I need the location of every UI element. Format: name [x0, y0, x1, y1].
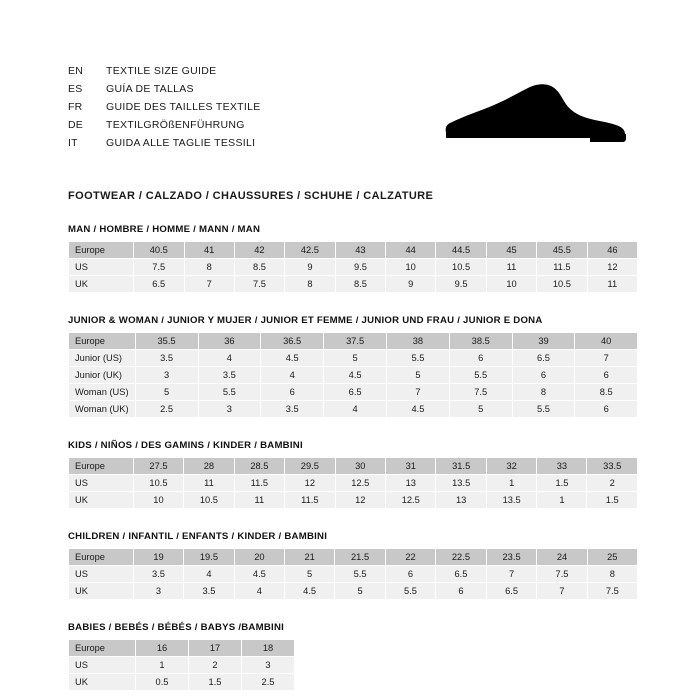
size-table-children — [68, 548, 638, 600]
cell: 5.5 — [387, 350, 450, 367]
cell: 11.5 — [537, 259, 588, 276]
cell: 6.5 — [133, 276, 184, 293]
cell: 4 — [184, 566, 235, 583]
cell: 7.5 — [537, 566, 587, 583]
language-code: ES — [68, 83, 83, 95]
cell: 40.5 — [133, 242, 184, 259]
cell: 5 — [135, 384, 198, 401]
cell: 4 — [261, 367, 324, 384]
cell: 2 — [189, 657, 242, 674]
cell: 19 — [133, 549, 183, 566]
cell: 12 — [335, 492, 385, 509]
cell: 38.5 — [449, 333, 512, 350]
row-label: Junior (UK) — [69, 367, 136, 384]
cell: 1 — [486, 475, 536, 492]
row-label: US — [69, 259, 134, 276]
cell: 10 — [386, 259, 436, 276]
cell: 7.5 — [587, 583, 637, 600]
cell: 11 — [486, 259, 536, 276]
row-label: UK — [69, 276, 134, 293]
cell: 35.5 — [135, 333, 198, 350]
cell: 10.5 — [436, 259, 487, 276]
cell: 5.5 — [198, 384, 261, 401]
cell: 36 — [198, 333, 261, 350]
cell: 42.5 — [285, 242, 336, 259]
cell: 12.5 — [386, 492, 436, 509]
cell: 4 — [324, 401, 387, 418]
language-title: GUIDA ALLE TAGLIE TESSILI — [106, 137, 256, 149]
language-title: GUIDE DES TAILLES TEXTILE — [106, 101, 261, 113]
table-row — [69, 475, 638, 492]
cell: 13.5 — [436, 475, 486, 492]
cell: 10.5 — [537, 276, 588, 293]
cell: 27.5 — [133, 458, 183, 475]
row-label: Europe — [69, 549, 134, 566]
size-table-babies — [68, 639, 295, 691]
cell: 8 — [587, 566, 637, 583]
cell: 3 — [242, 657, 295, 674]
table-row — [69, 367, 638, 384]
language-row — [68, 62, 638, 80]
cell: 33 — [537, 458, 587, 475]
cell: 4.5 — [261, 350, 324, 367]
cell: 19.5 — [184, 549, 235, 566]
cell: 38 — [387, 333, 450, 350]
cell: 8.5 — [335, 276, 385, 293]
table-row — [69, 583, 638, 600]
cell: 12.5 — [335, 475, 385, 492]
row-label: Europe — [69, 333, 136, 350]
cell: 6 — [449, 350, 512, 367]
cell: 3 — [198, 401, 261, 418]
cell: 5 — [387, 367, 450, 384]
cell: 11.5 — [234, 475, 284, 492]
cell: 9 — [285, 259, 336, 276]
language-title: TEXTILGRÖßENFÜHRUNG — [106, 119, 245, 131]
cell: 3.5 — [198, 367, 261, 384]
cell: 21 — [285, 549, 335, 566]
cell: 25 — [587, 549, 637, 566]
cell: 1.5 — [189, 674, 242, 691]
cell: 23.5 — [486, 549, 537, 566]
table-row — [69, 492, 638, 509]
cell: 2 — [587, 475, 638, 492]
cell: 3 — [133, 583, 183, 600]
cell: 1 — [537, 492, 587, 509]
cell: 3.5 — [135, 350, 198, 367]
cell: 21.5 — [335, 549, 386, 566]
cell: 6.5 — [436, 566, 487, 583]
cell: 13 — [436, 492, 486, 509]
cell: 9.5 — [335, 259, 385, 276]
cell: 1.5 — [537, 475, 587, 492]
cell: 18 — [242, 640, 295, 657]
row-label: US — [69, 566, 134, 583]
cell: 4 — [198, 350, 261, 367]
row-label: US — [69, 657, 136, 674]
row-label: Europe — [69, 640, 136, 657]
cell: 17 — [189, 640, 242, 657]
cell: 42 — [234, 242, 284, 259]
cell: 20 — [234, 549, 284, 566]
cell: 22 — [385, 549, 435, 566]
cell: 4.5 — [387, 401, 450, 418]
group-title: MAN / HOMBRE / HOMME / MANN / MAN — [68, 224, 261, 235]
cell: 7 — [575, 350, 638, 367]
document-header — [68, 62, 638, 174]
cell: 24 — [537, 549, 587, 566]
cell: 39 — [512, 333, 575, 350]
cell: 7 — [537, 583, 587, 600]
table-row — [69, 259, 638, 276]
row-label: US — [69, 475, 134, 492]
cell: 11 — [587, 276, 637, 293]
cell: 1.5 — [587, 492, 638, 509]
group-man — [68, 224, 638, 293]
row-label: UK — [69, 674, 136, 691]
cell: 5 — [449, 401, 512, 418]
cell: 5.5 — [385, 583, 435, 600]
table-row — [69, 333, 638, 350]
size-table-man — [68, 241, 638, 293]
row-label: Europe — [69, 242, 134, 259]
cell: 4.5 — [285, 583, 335, 600]
cell: 16 — [136, 640, 189, 657]
row-label: Europe — [69, 458, 134, 475]
cell: 7 — [486, 566, 537, 583]
language-title: TEXTILE SIZE GUIDE — [106, 65, 217, 77]
cell: 5 — [335, 583, 386, 600]
cell: 45.5 — [537, 242, 588, 259]
cell: 13.5 — [486, 492, 536, 509]
group-junior-woman — [68, 315, 638, 418]
language-code: DE — [68, 119, 83, 131]
cell: 30 — [335, 458, 385, 475]
cell: 11 — [184, 475, 234, 492]
cell: 9.5 — [436, 276, 487, 293]
cell: 7.5 — [234, 276, 284, 293]
cell: 3.5 — [184, 583, 235, 600]
dress-shoe-icon — [440, 82, 630, 146]
cell: 29.5 — [285, 458, 335, 475]
cell: 2.5 — [242, 674, 295, 691]
cell: 7 — [184, 276, 234, 293]
group-title: JUNIOR & WOMAN / JUNIOR Y MUJER / JUNIOR ET FEMME / JUNIOR UND FRAU / JUNIOR E DONA — [68, 315, 543, 326]
cell: 1 — [136, 657, 189, 674]
cell: 40 — [575, 333, 638, 350]
cell: 11.5 — [285, 492, 335, 509]
cell: 45 — [486, 242, 536, 259]
group-children — [68, 531, 638, 600]
cell: 10 — [486, 276, 536, 293]
table-row — [69, 242, 638, 259]
cell: 3.5 — [133, 566, 183, 583]
row-label: UK — [69, 583, 134, 600]
cell: 3 — [135, 367, 198, 384]
language-title: GUÍA DE TALLAS — [106, 83, 194, 95]
row-label: Junior (US) — [69, 350, 136, 367]
cell: 3.5 — [261, 401, 324, 418]
cell: 6 — [436, 583, 487, 600]
cell: 5.5 — [449, 367, 512, 384]
table-row — [69, 566, 638, 583]
table-row — [69, 384, 638, 401]
row-label: Woman (UK) — [69, 401, 136, 418]
table-row — [69, 640, 295, 657]
cell: 44.5 — [436, 242, 487, 259]
cell: 4 — [234, 583, 284, 600]
size-table-junior-woman — [68, 332, 638, 418]
cell: 5.5 — [335, 566, 386, 583]
group-babies — [68, 622, 638, 691]
cell: 36.5 — [261, 333, 324, 350]
cell: 6 — [575, 401, 638, 418]
table-row — [69, 549, 638, 566]
cell: 28 — [184, 458, 234, 475]
cell: 7.5 — [449, 384, 512, 401]
cell: 5.5 — [512, 401, 575, 418]
cell: 8 — [512, 384, 575, 401]
cell: 10.5 — [184, 492, 234, 509]
cell: 8.5 — [575, 384, 638, 401]
language-code: FR — [68, 101, 83, 113]
table-row — [69, 401, 638, 418]
cell: 33.5 — [587, 458, 638, 475]
cell: 31.5 — [436, 458, 486, 475]
cell: 5 — [285, 566, 335, 583]
cell: 8 — [184, 259, 234, 276]
table-row — [69, 458, 638, 475]
cell: 5 — [324, 350, 387, 367]
cell: 12 — [587, 259, 637, 276]
table-row — [69, 657, 295, 674]
size-table-kids — [68, 457, 638, 509]
cell: 31 — [386, 458, 436, 475]
cell: 44 — [386, 242, 436, 259]
cell: 37.5 — [324, 333, 387, 350]
cell: 7.5 — [133, 259, 184, 276]
group-title: KIDS / NIÑOS / DES GAMINS / KINDER / BAMBINI — [68, 440, 303, 451]
cell: 0.5 — [136, 674, 189, 691]
cell: 6 — [385, 566, 435, 583]
table-row — [69, 674, 295, 691]
cell: 6.5 — [486, 583, 537, 600]
cell: 6.5 — [512, 350, 575, 367]
cell: 4.5 — [234, 566, 284, 583]
cell: 10.5 — [133, 475, 183, 492]
row-label: Woman (US) — [69, 384, 136, 401]
group-title: CHILDREN / INFANTIL / ENFANTS / KINDER / BAMBINI — [68, 531, 328, 542]
cell: 8.5 — [234, 259, 284, 276]
cell: 8 — [285, 276, 336, 293]
cell: 10 — [133, 492, 183, 509]
cell: 22.5 — [436, 549, 487, 566]
group-title: BABIES / BEBÉS / BÉBÉS / BABYS /BAMBINI — [68, 622, 285, 633]
cell: 6.5 — [324, 384, 387, 401]
cell: 13 — [386, 475, 436, 492]
footwear-section-title: FOOTWEAR / CALZADO / CHAUSSURES / SCHUHE / CALZATURE — [68, 190, 434, 202]
table-row — [69, 350, 638, 367]
cell: 43 — [335, 242, 385, 259]
cell: 2.5 — [135, 401, 198, 418]
row-label: UK — [69, 492, 134, 509]
cell: 9 — [386, 276, 436, 293]
language-code: EN — [68, 65, 83, 77]
group-kids — [68, 440, 638, 509]
cell: 7 — [387, 384, 450, 401]
table-row — [69, 276, 638, 293]
cell: 11 — [234, 492, 284, 509]
cell: 41 — [184, 242, 234, 259]
cell: 32 — [486, 458, 536, 475]
cell: 6 — [261, 384, 324, 401]
cell: 46 — [587, 242, 637, 259]
cell: 28.5 — [234, 458, 284, 475]
cell: 12 — [285, 475, 335, 492]
cell: 6 — [575, 367, 638, 384]
language-code: IT — [68, 137, 78, 149]
cell: 6 — [512, 367, 575, 384]
cell: 4.5 — [324, 367, 387, 384]
